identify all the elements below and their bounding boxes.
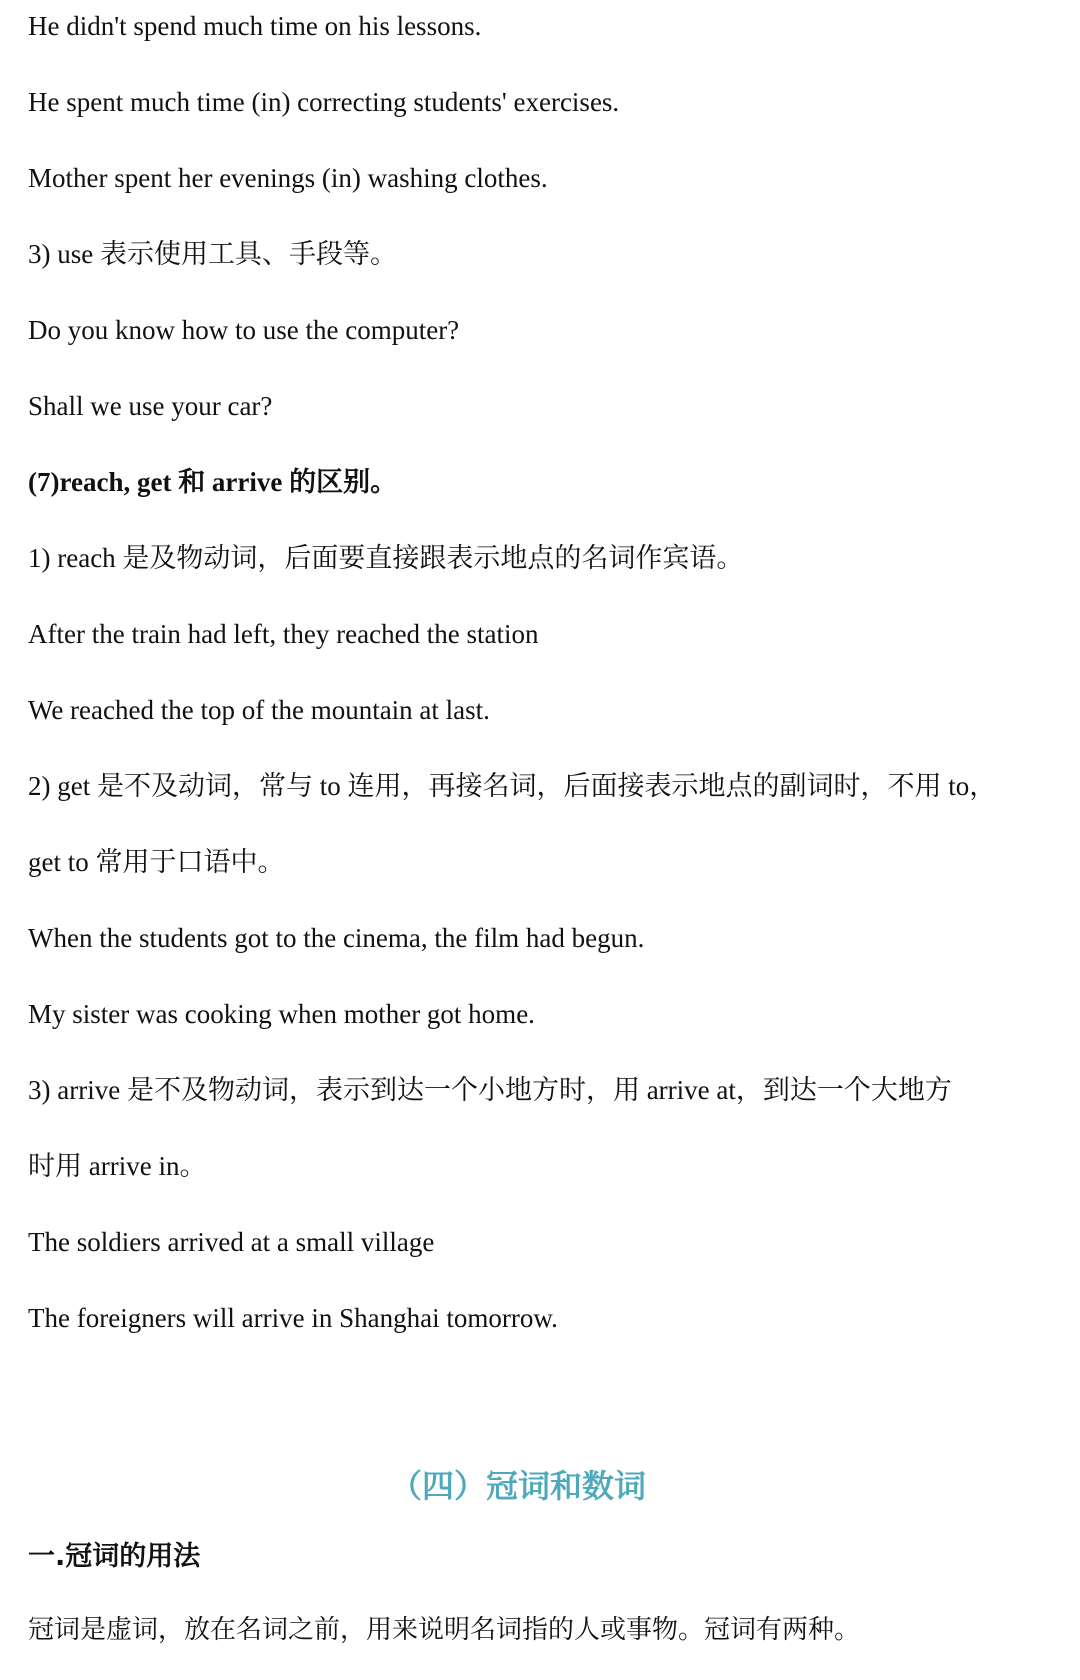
closing-line: 冠词是虚词，放在名词之前，用来说明名词指的人或事物。冠词有两种。 (28, 1615, 861, 1645)
document-page (28, 0, 1058, 1680)
text-line: Shall we use your car? (28, 391, 273, 421)
text-line: Mother spent her evenings (in) washing clothes. (28, 163, 548, 193)
text-line: 1) reach 是及物动词，后面要直接跟表示地点的名词作宾语。 (28, 543, 744, 573)
text-line: The foreigners will arrive in Shanghai tomorrow. (28, 1303, 558, 1333)
text-line: get to 常用于口语中。 (28, 847, 285, 877)
text-line: He didn't spend much time on his lessons. (28, 11, 482, 41)
point-heading: (7)reach, get 和 arrive 的区别。 (28, 467, 398, 497)
sub-heading: 一.冠词的用法 (28, 1541, 201, 1572)
section-spacer (28, 1368, 1058, 1444)
text-line: When the students got to the cinema, the film had begun. (28, 923, 645, 953)
text-line: 时用 arrive in。 (28, 1151, 207, 1181)
section-title: （四）冠词和数词 (389, 1467, 646, 1505)
text-line: We reached the top of the mountain at last. (28, 695, 490, 725)
text-line: My sister was cooking when mother got home. (28, 999, 535, 1029)
text-line: 3) arrive 是不及物动词，表示到达一个小地方时，用 arrive at，到达一个大地方 (28, 1075, 952, 1105)
text-line: 2) get 是不及动词，常与 to 连用，再接名词，后面接表示地点的副词时，不用 to， (28, 771, 997, 801)
text-line: He spent much time (in) correcting students' exercises. (28, 87, 620, 117)
text-line: The soldiers arrived at a small village (28, 1227, 435, 1257)
text-line: After the train had left, they reached the station (28, 619, 539, 649)
text-line: 3) use 表示使用工具、手段等。 (28, 239, 397, 269)
text-line: Do you know how to use the computer? (28, 315, 460, 345)
document-body (28, 0, 1058, 1368)
